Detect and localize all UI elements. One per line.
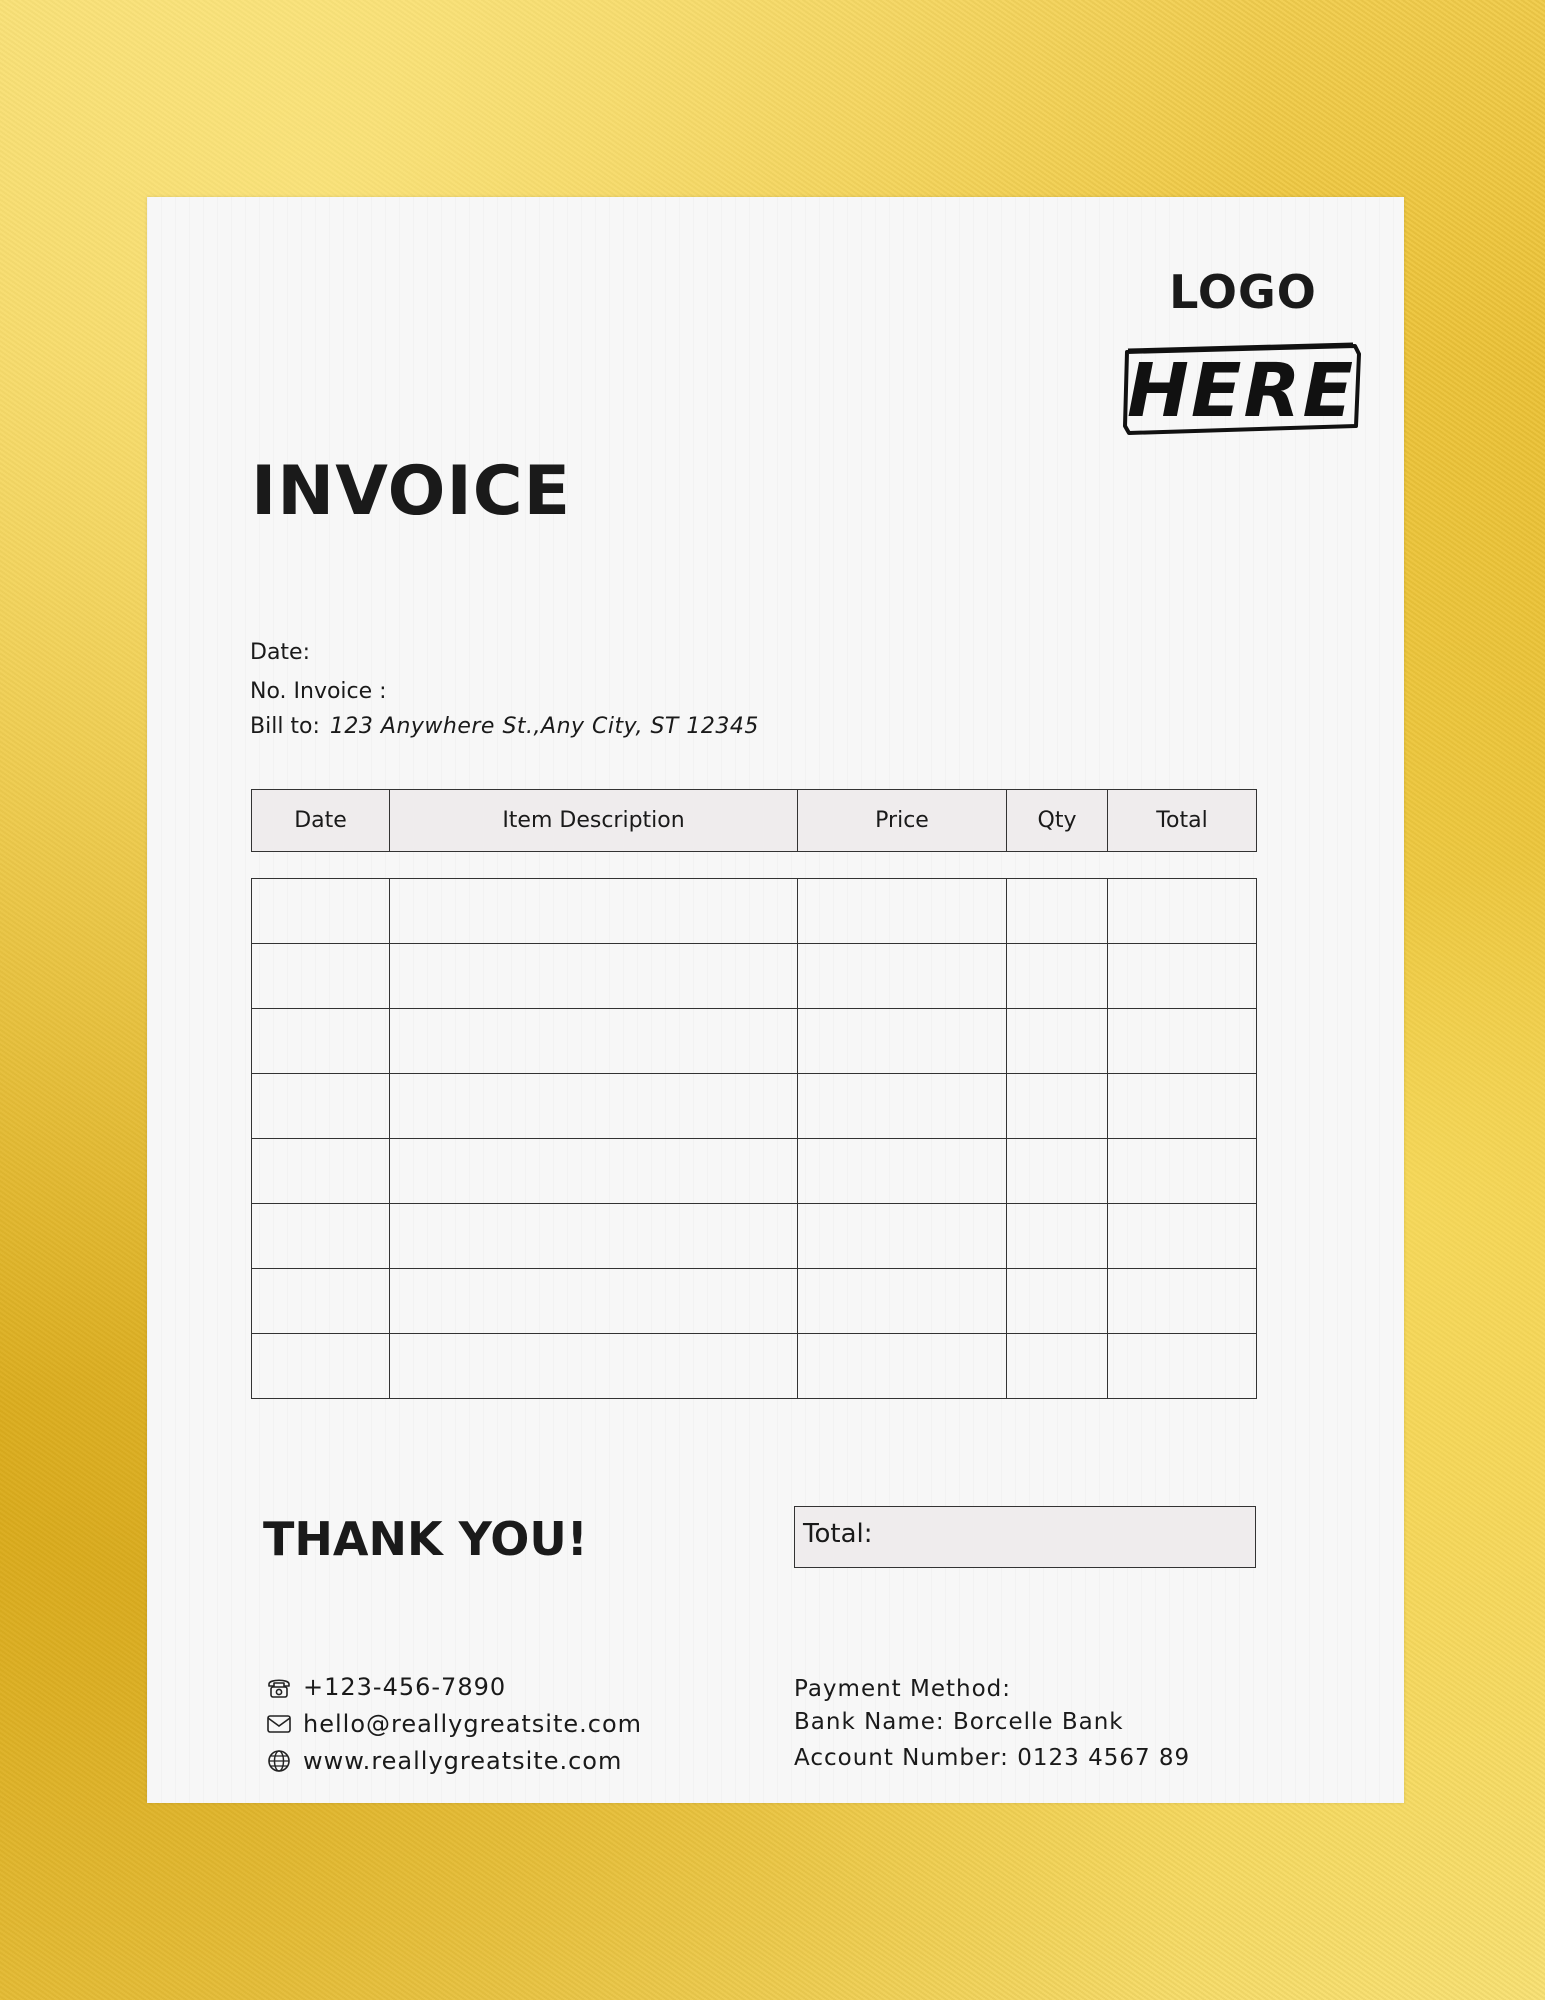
bill-to-label: Bill to: xyxy=(250,714,320,739)
table-row xyxy=(252,1334,1257,1399)
cell-price[interactable] xyxy=(798,1074,1007,1139)
cell-total[interactable] xyxy=(1108,1204,1257,1269)
cell-date[interactable] xyxy=(252,1204,390,1269)
logo-bottom-text: HERE xyxy=(1126,348,1356,434)
cell-price[interactable] xyxy=(798,1269,1007,1334)
total-label: Total: xyxy=(803,1519,873,1549)
table-row xyxy=(252,944,1257,1009)
cell-total[interactable] xyxy=(1108,879,1257,944)
bank-name: Bank Name: Borcelle Bank xyxy=(794,1709,1124,1735)
cell-date[interactable] xyxy=(252,1139,390,1204)
email-text: hello@reallygreatsite.com xyxy=(303,1710,643,1738)
column-header-qty: Qty xyxy=(1007,790,1108,852)
table-row xyxy=(252,1074,1257,1139)
table-row xyxy=(252,1204,1257,1269)
cell-date[interactable] xyxy=(252,1334,390,1399)
column-header-date: Date xyxy=(252,790,390,852)
cell-description[interactable] xyxy=(390,1334,798,1399)
invoice-number-label: No. Invoice : xyxy=(250,679,387,704)
cell-qty[interactable] xyxy=(1007,1074,1108,1139)
cell-description[interactable] xyxy=(390,1074,798,1139)
contact-phone xyxy=(265,1673,506,1701)
account-number: Account Number: 0123 4567 89 xyxy=(794,1745,1191,1771)
cell-qty[interactable] xyxy=(1007,1334,1108,1399)
cell-price[interactable] xyxy=(798,879,1007,944)
cell-description[interactable] xyxy=(390,1204,798,1269)
date-label: Date: xyxy=(250,640,310,665)
website-text: www.reallygreatsite.com xyxy=(303,1747,623,1775)
items-table xyxy=(251,878,1257,1399)
logo-here-mark xyxy=(1123,338,1363,438)
cell-total[interactable] xyxy=(1108,1074,1257,1139)
cell-total[interactable] xyxy=(1108,1009,1257,1074)
cell-total[interactable] xyxy=(1108,944,1257,1009)
column-header-description: Item Description xyxy=(390,790,798,852)
table-row xyxy=(252,1269,1257,1334)
cell-total[interactable] xyxy=(1108,1139,1257,1204)
cell-price[interactable] xyxy=(798,1204,1007,1269)
cell-date[interactable] xyxy=(252,1074,390,1139)
cell-description[interactable] xyxy=(390,879,798,944)
cell-qty[interactable] xyxy=(1007,944,1108,1009)
payment-method-label: Payment Method: xyxy=(794,1676,1012,1702)
bill-to-address: 123 Anywhere St.,Any City, ST 12345 xyxy=(329,714,759,739)
cell-qty[interactable] xyxy=(1007,1009,1108,1074)
cell-price[interactable] xyxy=(798,1009,1007,1074)
cell-price[interactable] xyxy=(798,1334,1007,1399)
phone-icon xyxy=(265,1673,293,1701)
thank-you-text: THANK YOU! xyxy=(263,1512,588,1566)
globe-icon xyxy=(265,1747,293,1775)
page-title: INVOICE xyxy=(251,452,572,531)
total-field[interactable] xyxy=(794,1506,1256,1568)
cell-description[interactable] xyxy=(390,1139,798,1204)
cell-price[interactable] xyxy=(798,1139,1007,1204)
cell-qty[interactable] xyxy=(1007,1139,1108,1204)
contact-email xyxy=(265,1710,642,1738)
table-row xyxy=(252,1009,1257,1074)
cell-price[interactable] xyxy=(798,944,1007,1009)
cell-date[interactable] xyxy=(252,879,390,944)
cell-qty[interactable] xyxy=(1007,879,1108,944)
table-row xyxy=(252,1139,1257,1204)
cell-date[interactable] xyxy=(252,1009,390,1074)
mail-icon xyxy=(265,1710,293,1738)
cell-total[interactable] xyxy=(1108,1334,1257,1399)
cell-description[interactable] xyxy=(390,1269,798,1334)
contact-website xyxy=(265,1747,622,1775)
logo-top-text: LOGO xyxy=(1169,265,1317,319)
cell-qty[interactable] xyxy=(1007,1269,1108,1334)
items-header-table xyxy=(251,789,1257,852)
cell-qty[interactable] xyxy=(1007,1204,1108,1269)
phone-text: +123-456-7890 xyxy=(303,1673,507,1701)
cell-description[interactable] xyxy=(390,1009,798,1074)
cell-total[interactable] xyxy=(1108,1269,1257,1334)
column-header-price: Price xyxy=(798,790,1007,852)
cell-date[interactable] xyxy=(252,944,390,1009)
cell-description[interactable] xyxy=(390,944,798,1009)
cell-date[interactable] xyxy=(252,1269,390,1334)
bill-to xyxy=(250,714,759,739)
table-row xyxy=(252,879,1257,944)
column-header-total: Total xyxy=(1108,790,1257,852)
